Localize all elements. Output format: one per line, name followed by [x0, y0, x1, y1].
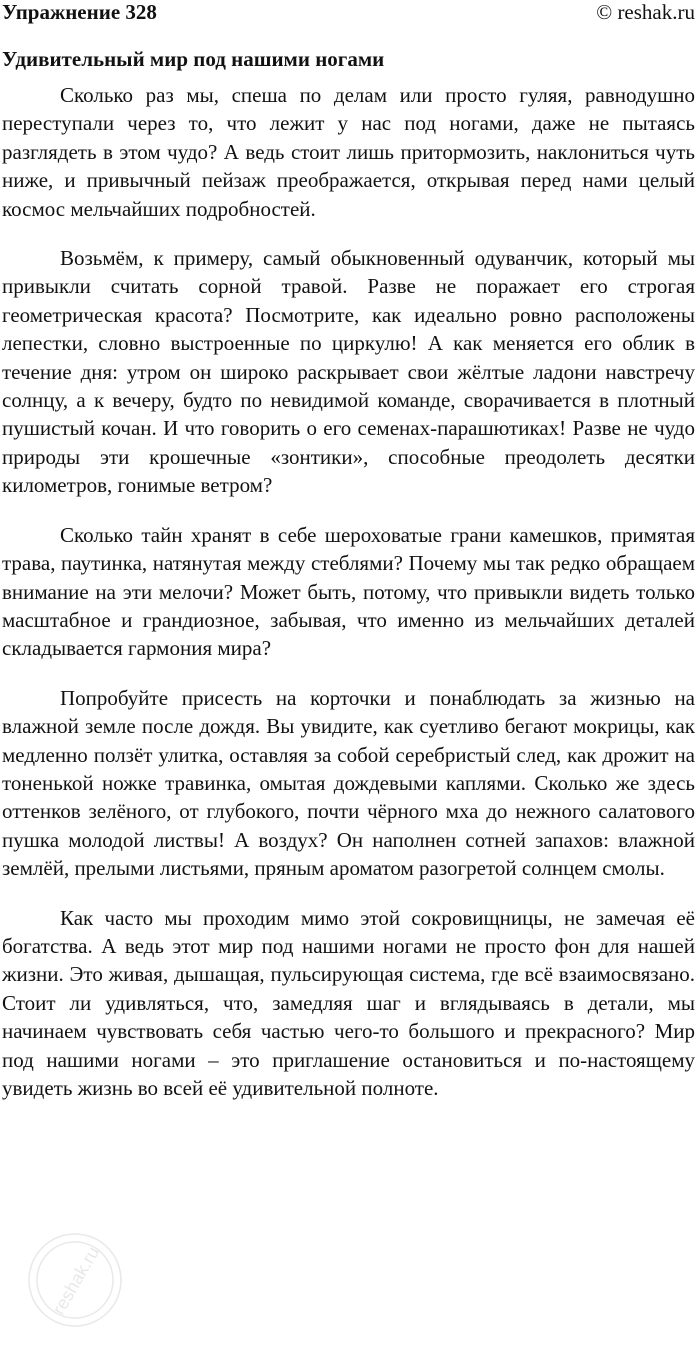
exercise-number: Упражнение 328 [2, 0, 157, 24]
page-header [2, 0, 695, 30]
source-credit: © reshak.ru [596, 0, 695, 24]
text-title: Удивительный мир под нашими ногами [2, 47, 385, 71]
watermark-text: reshak.ru [48, 1243, 104, 1318]
paragraph-2: Возьмём, к примеру, самый обыкновенный одуванчик, который мы привыкли считать сорной травой. Разве не поражает его строгая геометрическая красота? Посмотрите, как идеально ровно расположены лепестки, словно выстроенные по циркулю! А как меняется его облик в течение дня: утром он широко раскрывает свои жёлтые ладони навстречу солнцу, а к вечеру, будто по невидимой команде, сворачивается в плотный пушистый кочан. И что говорить о его семенах-парашютиках! Разве не чудо природы эти крошечные «зонтики», способные преодолеть десятки километров, гонимые ветром? [2, 246, 695, 498]
paragraph-4: Попробуйте присесть на корточки и понаблюдать за жизнью на влажной земле после дождя. Вы увидите, как суетливо бегают мокрицы, как медленно ползёт улитка, оставляя за собой серебристый след, как дрожит на тоненькой ножке травинка, омытая дождевыми каплями. Сколько же здесь оттенков зелёного, от глубокого, почти чёрного мха до нежного салатового пушка молодой листвы! А воздух? Он наполнен сотней запахов: влажной землёй, прелыми листьями, пряным ароматом разогретой солнцем смолы. [2, 685, 695, 881]
paragraph-3: Сколько тайн хранят в себе шероховатые грани камешков, примятая трава, паутинка, натянутая между стеблями? Почему мы так редко обращаем внимание на эти мелочи? Может быть, потому, что привыкли видеть только масштабное и грандиозное, забывая, что именно из мельчайших деталей складывается гармония мира? [2, 522, 695, 661]
paragraph-5: Как часто мы проходим мимо этой сокровищницы, не замечая её богатства. А ведь этот мир под нашими ногами не просто фон для нашей жизни. Это живая, дышащая, пульсирующая система, где всё взаимосвязано. Стоит ли удивляться, что, замедляя шаг и вглядываясь в детали, мы начинаем чувствовать себя частью чего-то большого и прекрасного? Мир под нашими ногами – это приглашение остановиться и по-настоящему увидеть жизнь во всей её удивительной полноте. [2, 905, 695, 1100]
paragraph-1: Сколько раз мы, спеша по делам или просто гуляя, равнодушно переступали через то, что лежит у нас под ногами, даже не пытаясь разглядеть в этом чудо? А ведь стоит лишь притормозить, наклониться чуть ниже, и привычный пейзаж преображается, открывая перед нами целый космос мельчайших подробностей. [2, 83, 695, 221]
